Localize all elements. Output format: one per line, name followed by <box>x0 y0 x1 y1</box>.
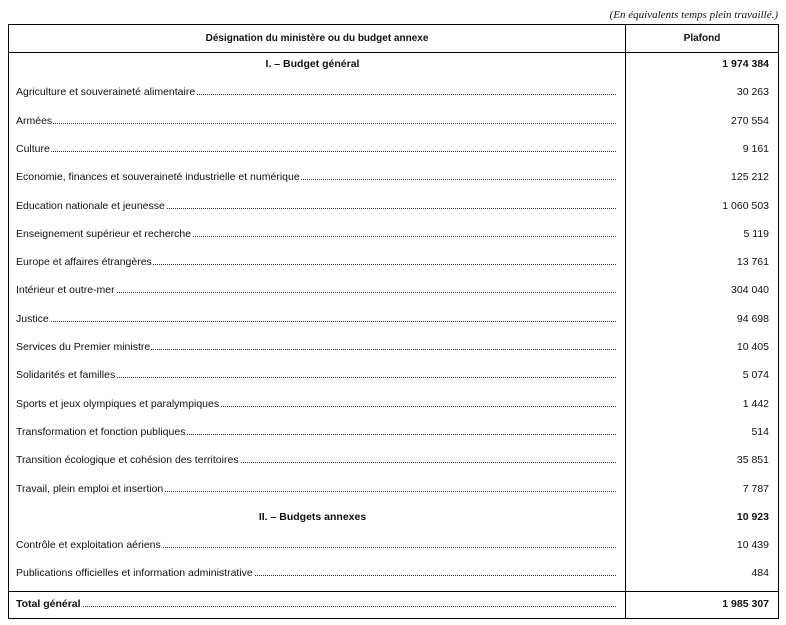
section-budgets-annexes-label-text: II. – Budgets annexes <box>258 510 367 523</box>
table-row-value: 270 554 <box>731 114 769 127</box>
table-row-label <box>16 567 616 579</box>
table-row-label <box>16 313 616 325</box>
table-row-label-text: Justice <box>16 312 49 325</box>
section-budget-general-label-text: I. – Budget général <box>265 58 360 70</box>
table-row-value: 9 161 <box>742 142 769 155</box>
section-budget-general <box>9 55 778 77</box>
table-row-label <box>16 171 616 183</box>
table-row-label-text: Transformation et fonction publiques <box>16 425 186 438</box>
table-row-label <box>16 483 616 495</box>
table-row-label-text: Europe et affaires étrangères <box>16 256 152 269</box>
table-row-label-text: Services du Premier ministre <box>16 341 151 353</box>
header-plafond: Plafond <box>683 33 721 44</box>
table-row <box>9 281 778 303</box>
total-general-row <box>9 595 778 617</box>
table-row-label-text: Contrôle et exploitation aériens <box>16 539 161 552</box>
total-general-row-label-text: Total général <box>16 598 81 610</box>
table-row-value: 304 040 <box>731 284 769 297</box>
table-row-value: 10 405 <box>736 341 769 353</box>
table-row <box>9 451 778 473</box>
table-row-value: 5 119 <box>743 227 769 240</box>
table-row <box>9 310 778 332</box>
table-row <box>9 83 778 105</box>
table-row <box>9 197 778 219</box>
table-row <box>9 253 778 275</box>
header-designation: Désignation du ministère ou du budget annexe <box>205 33 429 44</box>
table-row-label <box>16 284 616 296</box>
table-row-value: 1 060 503 <box>722 199 769 212</box>
table-row-label <box>16 539 616 551</box>
table-row <box>9 536 778 558</box>
table-row-value: 125 212 <box>731 171 769 184</box>
header-separator <box>9 52 778 53</box>
table-row-value: 13 761 <box>736 256 769 269</box>
table-row-label <box>16 426 616 438</box>
table-row <box>9 395 778 417</box>
table-row-label <box>16 143 616 155</box>
table-row-label <box>16 228 616 240</box>
table-row <box>9 564 778 586</box>
section-budget-general-label <box>9 58 617 70</box>
table-row-value: 1 442 <box>742 397 769 410</box>
table-row-label-text: Intérieur et outre-mer <box>16 284 115 297</box>
total-general-row-value: 1 985 307 <box>722 598 769 610</box>
budget-ceiling-table <box>8 24 779 619</box>
section-budgets-annexes-value: 10 923 <box>736 510 769 523</box>
table-row-label-text: Transition écologique et cohésion des territoires <box>16 454 239 467</box>
table-row <box>9 423 778 445</box>
table-row <box>9 140 778 162</box>
table-row-label <box>16 256 616 268</box>
table-row-label-text: Armées <box>16 114 53 127</box>
table-row-label <box>16 200 616 212</box>
table-row-value: 484 <box>751 567 769 580</box>
table-row-value: 5 074 <box>742 369 769 382</box>
table-row-label-text: Culture <box>16 142 50 155</box>
table-row-value: 10 439 <box>736 539 769 552</box>
section-budgets-annexes <box>9 508 778 530</box>
table-row-value: 35 851 <box>736 454 769 467</box>
table-row-label-text: Education nationale et jeunesse <box>16 199 165 212</box>
total-separator <box>9 591 778 592</box>
table-row-value: 7 787 <box>742 482 769 495</box>
table-row-label <box>16 454 616 466</box>
table-row-label <box>16 115 616 127</box>
table-row <box>9 112 778 134</box>
table-row <box>9 480 778 502</box>
table-row-label <box>16 398 616 410</box>
table-row-label-text: Publications officielles et information administrative <box>16 567 253 580</box>
table-row-value: 94 698 <box>736 312 769 325</box>
table-row <box>9 366 778 388</box>
table-row-label-text: Travail, plein emploi et insertion <box>16 482 164 495</box>
table-row-label-text: Agriculture et souveraineté alimentaire <box>16 86 196 99</box>
table-row-label <box>16 341 616 353</box>
section-budget-general-value: 1 974 384 <box>722 58 769 70</box>
table-row-label-text: Economie, finances et souveraineté industrielle et numérique <box>16 171 300 184</box>
table-row-label <box>16 369 616 381</box>
table-row <box>9 225 778 247</box>
table-row-label-text: Solidarités et familles <box>16 369 116 382</box>
unit-note: (En équivalents temps plein travaillé.) <box>609 9 778 21</box>
table-row-value: 30 263 <box>736 86 769 99</box>
table-row <box>9 338 778 360</box>
section-budgets-annexes-label <box>9 511 617 523</box>
table-row-label-text: Enseignement supérieur et recherche <box>16 227 192 240</box>
total-general-row-label <box>16 598 616 610</box>
table-row-value: 514 <box>751 425 769 438</box>
table-row-label <box>16 86 616 98</box>
table-row <box>9 168 778 190</box>
table-row-label-text: Sports et jeux olympiques et paralympiques <box>16 397 220 410</box>
